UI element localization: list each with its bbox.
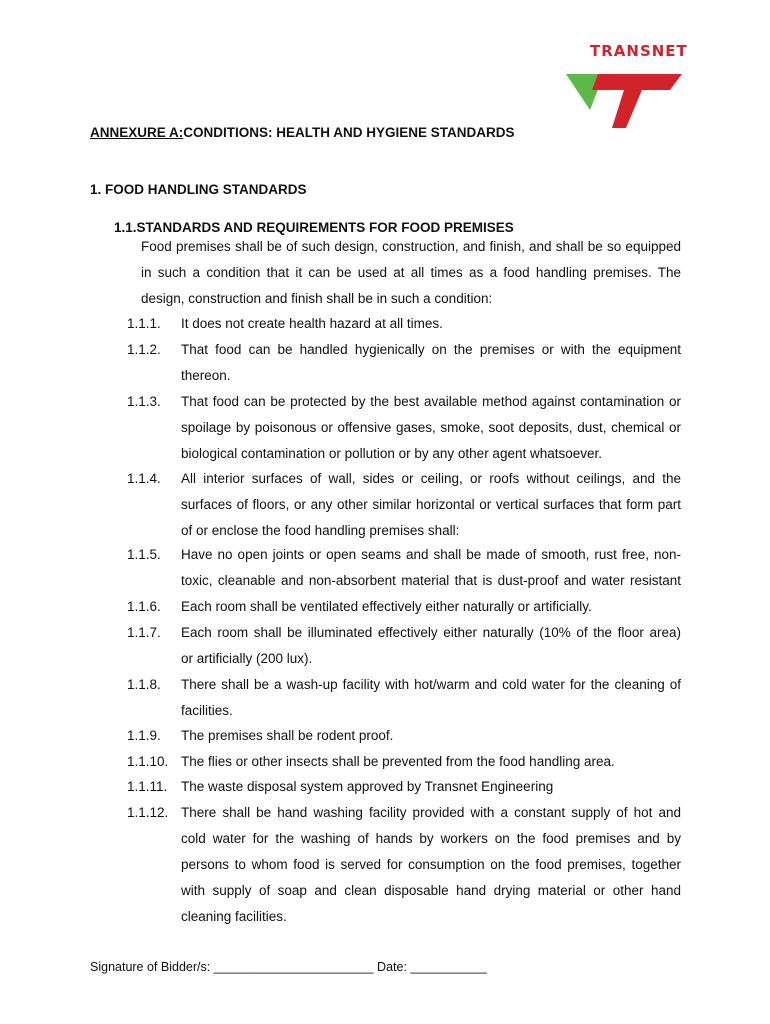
section-1-title: 1. FOOD HANDLING STANDARDS — [90, 182, 307, 197]
item-line: persons to whom food is served for consumption on the food premises, together — [181, 857, 681, 872]
item-number: 1.1.8. — [127, 677, 161, 692]
item-number: 1.1.2. — [127, 342, 161, 357]
item-line: The flies or other insects shall be prevented from the food handling area. — [181, 754, 615, 769]
item-line: Have no open joints or open seams and shall be made of smooth, rust free, non- — [181, 547, 681, 562]
transnet-logo-text: TRANSNET — [590, 42, 688, 60]
section-1-1-intro — [141, 234, 681, 312]
annexure-title: CONDITIONS: HEALTH AND HYGIENE STANDARDS — [183, 125, 515, 140]
item-line: All interior surfaces of wall, sides or ceiling, or roofs without ceilings, and the — [181, 471, 681, 486]
item-line: surfaces of floors, or any other similar horizontal or vertical surfaces that form part — [181, 497, 681, 512]
item-line: It does not create health hazard at all times. — [181, 316, 443, 331]
item-number: 1.1.6. — [127, 599, 161, 614]
annexure-heading — [90, 125, 515, 140]
item-line: or artificially (200 lux). — [181, 651, 313, 666]
intro-line: Food premises shall be of such design, construction, and finish, and shall be so equipped — [141, 239, 681, 254]
item-line: toxic, cleanable and non-absorbent material that is dust-proof and water resistant — [181, 573, 681, 588]
item-line: facilities. — [181, 703, 233, 718]
item-number: 1.1.4. — [127, 471, 161, 486]
item-line: There shall be hand washing facility provided with a constant supply of hot and — [181, 805, 681, 820]
item-line: There shall be a wash-up facility with hot/warm and cold water for the cleaning of — [181, 677, 681, 692]
annexure-label: ANNEXURE A: — [90, 125, 184, 140]
section-1-1-title: 1.1.STANDARDS AND REQUIREMENTS FOR FOOD PREMISES — [114, 220, 514, 235]
item-line: cold water for the washing of hands by workers on the food premises and by — [181, 831, 681, 846]
item-line: That food can be protected by the best available method against contamination or — [181, 394, 681, 409]
item-number: 1.1.11. — [127, 779, 168, 794]
item-line: of or enclose the food handling premises shall: — [181, 523, 460, 538]
item-number: 1.1.12. — [127, 805, 169, 820]
item-number: 1.1.5. — [127, 547, 161, 562]
intro-line: design, construction and finish shall be in such a condition: — [141, 291, 493, 306]
intro-line: in such a condition that it can be used at all times as a food handling premises. The — [141, 265, 681, 280]
item-line: That food can be handled hygienically on the premises or with the equipment — [181, 342, 681, 357]
item-line: cleaning facilities. — [181, 909, 287, 924]
item-number: 1.1.9. — [127, 728, 161, 743]
transnet-logo-icon — [566, 70, 682, 128]
item-line: Each room shall be illuminated effectively either naturally (10% of the floor area) — [181, 625, 681, 640]
item-number: 1.1.10. — [127, 754, 169, 769]
item-line: The premises shall be rodent proof. — [181, 728, 394, 743]
item-line: biological contamination or pollution or by any other agent whatsoever. — [181, 446, 603, 461]
item-line: Each room shall be ventilated effectively either naturally or artificially. — [181, 599, 592, 614]
item-line: The waste disposal system approved by Transnet Engineering — [181, 779, 554, 794]
item-line: thereon. — [181, 368, 231, 383]
item-line: with supply of soap and clean disposable hand drying material or other hand — [181, 883, 681, 898]
item-number: 1.1.1. — [127, 316, 161, 331]
item-number: 1.1.3. — [127, 394, 161, 409]
signature-footer: Signature of Bidder/s: _______________________ Date: ___________ — [90, 960, 487, 974]
item-number: 1.1.7. — [127, 625, 161, 640]
item-line: spoilage by poisonous or offensive gases, smoke, soot deposits, dust, chemical or — [181, 420, 681, 435]
